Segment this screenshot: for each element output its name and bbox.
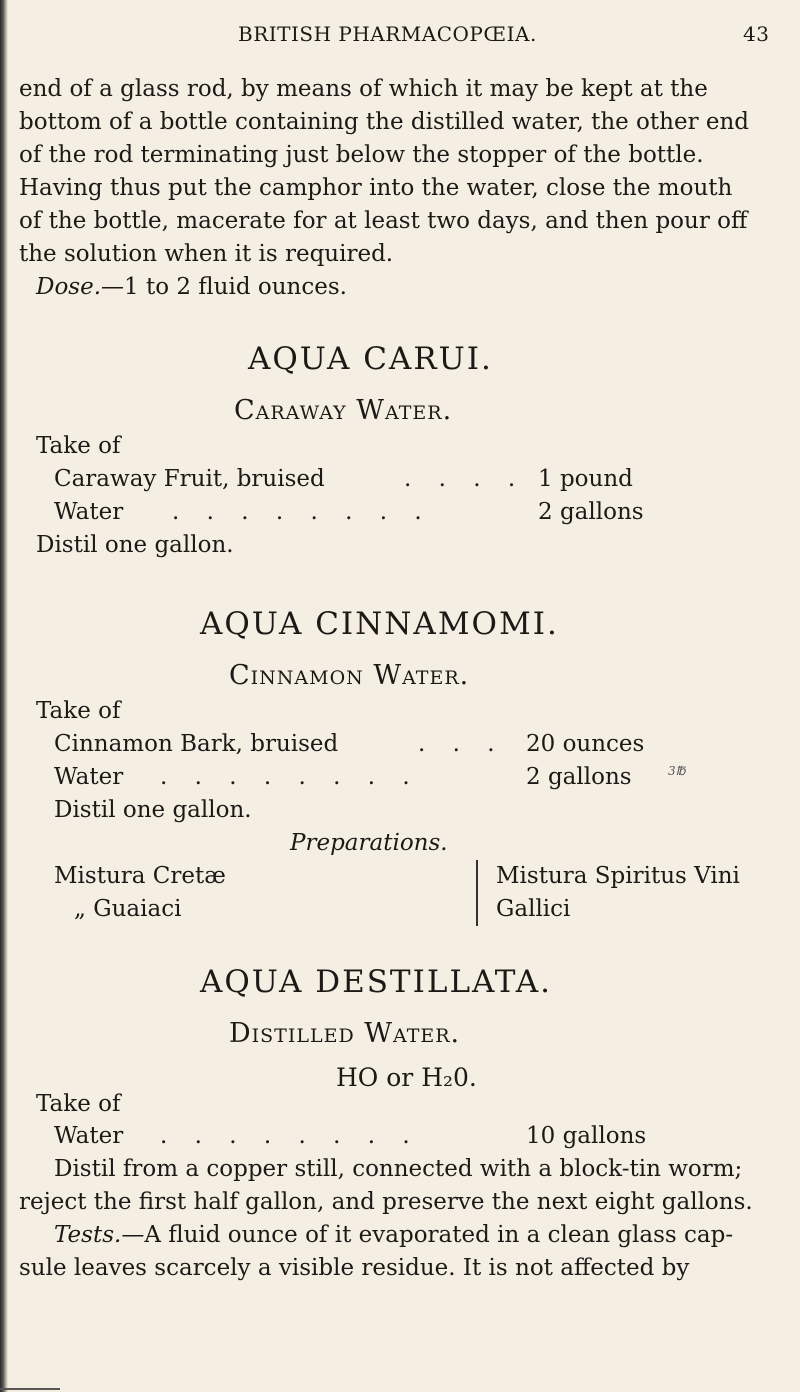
preparation-item: Mistura Spiritus Vini <box>496 863 740 889</box>
text-line: Having thus put the camphor into the water, close the mouth <box>19 175 733 201</box>
text-line: end of a glass rod, by means of which it may be kept at the <box>19 76 708 102</box>
leader-dots: . . . . . . . . <box>160 764 420 790</box>
column-divider <box>476 860 478 926</box>
text-line: the solution when it is required. <box>19 241 394 267</box>
text-line: of the rod terminating just below the stopper of the bottle. <box>19 142 704 168</box>
ingredient-name: Caraway Fruit, bruised <box>54 466 325 492</box>
section-heading-aqua-carui: AQUA CARUI. <box>248 341 493 377</box>
take-of-label: Take of <box>36 433 121 459</box>
section-subheading-caraway-water: Caraway Water. <box>234 395 453 426</box>
page-binding-edge <box>0 0 8 1392</box>
handwritten-margin-note: 3℔ <box>668 764 686 778</box>
ingredient-amount: 10 gallons <box>526 1123 647 1149</box>
tests-line <box>54 1221 733 1249</box>
section-heading-aqua-destillata: AQUA DESTILLATA. <box>200 964 552 1000</box>
leader-dots: . . . . . . . . <box>160 1123 420 1149</box>
leader-dots: . . . <box>418 731 505 757</box>
preparations-label: Preparations. <box>290 830 448 856</box>
ingredient-name: Water <box>54 499 124 525</box>
ingredient-amount: 20 ounces <box>526 731 645 757</box>
ingredient-amount: 2 gallons <box>526 764 632 790</box>
instruction-text: Distil from a copper still, connected with a block-tin worm; <box>54 1156 743 1182</box>
preparation-item: Mistura Cretæ <box>54 863 226 889</box>
take-of-label: Take of <box>36 1091 121 1117</box>
dose-line <box>36 273 347 301</box>
ingredient-name: Cinnamon Bark, bruised <box>54 731 339 757</box>
tests-text: —A fluid ounce of it evaporated in a clean glass cap- <box>121 1222 734 1248</box>
text-line: bottom of a bottle containing the distilled water, the other end <box>19 109 750 135</box>
leader-dots: . . . . <box>404 466 526 492</box>
page-number: 43 <box>743 22 770 46</box>
section-subheading-distilled-water: Distilled Water. <box>229 1018 461 1049</box>
instruction-text: reject the first half gallon, and preserve the next eight gallons. <box>19 1189 753 1215</box>
take-of-label: Take of <box>36 698 121 724</box>
dose-text: —1 to 2 fluid ounces. <box>101 274 347 300</box>
dose-label: Dose. <box>36 274 102 300</box>
instruction-text: Distil one gallon. <box>54 797 252 823</box>
instruction-text: Distil one gallon. <box>36 532 234 558</box>
ingredient-amount: 2 gallons <box>538 499 644 525</box>
ingredient-name: Water <box>54 1123 124 1149</box>
ingredient-amount: 1 pound <box>538 466 633 492</box>
section-subheading-cinnamon-water: Cinnamon Water. <box>229 660 470 691</box>
text-line: sule leaves scarcely a visible residue. It is not affected by <box>19 1255 690 1281</box>
section-heading-aqua-cinnamomi: AQUA CINNAMOMI. <box>200 606 559 642</box>
page-bottom-rule <box>0 1388 60 1390</box>
running-header-title: BRITISH PHARMACOPŒIA. <box>238 22 537 46</box>
leader-dots: . . . . . . . . <box>172 499 432 525</box>
tests-label: Tests. <box>54 1222 122 1248</box>
preparation-item: „ Guaiaci <box>74 896 182 922</box>
chemical-formula: HO or H₂0. <box>336 1063 477 1092</box>
preparation-item: Gallici <box>496 896 571 922</box>
ingredient-name: Water <box>54 764 124 790</box>
text-line: of the bottle, macerate for at least two days, and then pour off <box>19 208 748 234</box>
